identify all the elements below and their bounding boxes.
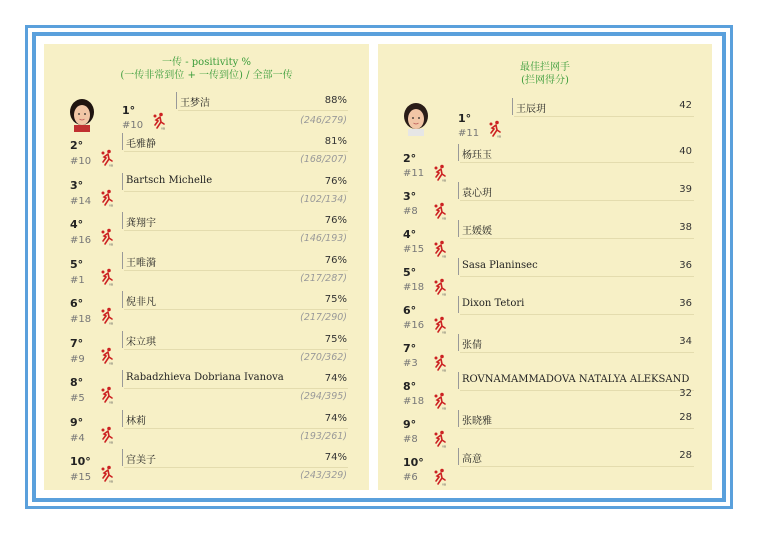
- player-name: 张倩: [462, 340, 482, 351]
- list-item: [378, 262, 712, 300]
- svg-text:VB: VB: [109, 203, 114, 207]
- row-separator: [124, 230, 348, 231]
- rank-label: 6°: [70, 297, 84, 310]
- list-item: [378, 148, 712, 186]
- player-name: 杨珏玉: [462, 150, 492, 161]
- player-name: 张晓雅: [462, 416, 492, 427]
- player-avatar-icon: [402, 102, 430, 136]
- reception-ratio: (146/193): [300, 233, 347, 244]
- jersey-number: #10: [122, 120, 144, 131]
- svg-text:VB: VB: [161, 126, 166, 130]
- positivity-percent: 75%: [324, 294, 347, 305]
- row-separator: [460, 162, 694, 163]
- reception-ratio: (193/261): [300, 430, 347, 442]
- positivity-percent: 74%: [324, 412, 347, 424]
- row-separator: [124, 428, 348, 429]
- jersey-number: #11: [458, 128, 480, 139]
- rank-label: 9°: [403, 418, 417, 431]
- rank-label: 1°: [458, 112, 472, 125]
- svg-text:VB: VB: [109, 321, 114, 325]
- reception-ratio: (168/207): [300, 154, 347, 165]
- block-points: 28: [679, 450, 692, 461]
- svg-text:VB: VB: [109, 479, 114, 483]
- jersey-number: #11: [403, 168, 425, 179]
- volleyball-player-logo-icon: [100, 189, 114, 207]
- block-points: 40: [679, 146, 692, 157]
- positivity-percent: 75%: [324, 333, 347, 345]
- volleyball-player-logo-icon: [433, 316, 447, 334]
- row-separator: [124, 270, 348, 271]
- volleyball-player-logo-icon: [433, 278, 447, 296]
- positivity-percent: 76%: [324, 254, 347, 266]
- list-item: [44, 253, 369, 291]
- reception-ratio: (102/134): [300, 193, 347, 205]
- player-name: Bartsch Michelle: [126, 174, 213, 186]
- jersey-number: #15: [70, 472, 92, 483]
- block-points: 34: [679, 336, 692, 347]
- list-item: [44, 411, 369, 449]
- list-item: [44, 174, 369, 212]
- svg-text:VB: VB: [497, 134, 502, 138]
- volleyball-player-logo-icon: [100, 228, 114, 246]
- volleyball-player-logo-icon: [433, 354, 447, 372]
- jersey-number: #18: [403, 282, 425, 293]
- positivity-percent: 74%: [324, 452, 347, 463]
- row-separator: [460, 352, 694, 353]
- list-item: [378, 100, 712, 138]
- player-name: 高意: [462, 454, 482, 465]
- left-panel-title: 一传 - positivity %: [162, 57, 251, 68]
- right-panel-title: 最佳拦网手: [520, 62, 570, 73]
- player-name: 袁心玥: [462, 188, 492, 199]
- row-separator: [514, 116, 694, 117]
- jersey-number: #16: [70, 235, 92, 246]
- svg-text:VB: VB: [109, 242, 114, 246]
- reception-ratio: (217/290): [300, 312, 347, 323]
- player-name: 王辰玥: [516, 104, 546, 115]
- rank-label: 10°: [403, 456, 424, 469]
- list-item: [44, 213, 369, 251]
- volleyball-player-logo-icon: [100, 386, 114, 404]
- rank-label: 9°: [70, 415, 84, 429]
- jersey-number: #1: [70, 274, 85, 286]
- volleyball-player-logo-icon: [100, 268, 114, 286]
- jersey-number: #15: [403, 244, 425, 255]
- volleyball-player-logo-icon: [100, 347, 114, 365]
- row-separator: [460, 428, 694, 429]
- player-name: 王梦洁: [180, 98, 210, 109]
- volleyball-player-logo-icon: [433, 468, 447, 486]
- positivity-percent: 74%: [324, 373, 347, 384]
- list-item: [44, 450, 369, 488]
- rank-label: 8°: [70, 376, 84, 389]
- svg-text:VB: VB: [442, 368, 447, 372]
- list-item: [378, 414, 712, 452]
- row-separator: [460, 466, 694, 467]
- jersey-number: #14: [70, 195, 92, 207]
- volleyball-player-logo-icon: [100, 426, 114, 444]
- jersey-number: #9: [70, 353, 85, 365]
- player-name: 宫美子: [126, 455, 156, 466]
- svg-text:VB: VB: [109, 282, 114, 286]
- block-points: 36: [679, 298, 692, 309]
- block-points: 42: [679, 100, 692, 111]
- volleyball-player-logo-icon: [433, 164, 447, 182]
- list-item: [44, 292, 369, 330]
- volleyball-player-logo-icon: [433, 392, 447, 410]
- svg-text:VB: VB: [442, 482, 447, 486]
- list-item: [378, 452, 712, 490]
- svg-text:VB: VB: [109, 440, 114, 444]
- rank-label: 3°: [70, 178, 84, 192]
- list-item: [44, 371, 369, 409]
- rank-label: 8°: [403, 380, 417, 393]
- rank-label: 2°: [403, 152, 417, 165]
- reception-ratio: (243/329): [300, 470, 347, 481]
- svg-text:VB: VB: [442, 292, 447, 296]
- player-name: Sasa Planinsec: [462, 260, 538, 271]
- positivity-percent: 81%: [324, 136, 347, 147]
- svg-text:VB: VB: [442, 444, 447, 448]
- player-name: Rabadzhieva Dobriana Ivanova: [126, 372, 284, 383]
- player-name: 王媛媛: [462, 226, 492, 237]
- block-points: 36: [679, 260, 692, 271]
- svg-text:VB: VB: [442, 254, 447, 258]
- right-panel-subtitle: (拦网得分): [521, 75, 569, 86]
- row-separator: [124, 467, 348, 468]
- svg-text:VB: VB: [109, 163, 114, 167]
- rank-label: 1°: [122, 104, 136, 117]
- row-separator: [124, 309, 348, 310]
- rank-label: 7°: [403, 342, 417, 355]
- list-item: [378, 224, 712, 262]
- rank-label: 10°: [70, 455, 91, 468]
- row-separator: [124, 388, 348, 389]
- jersey-number: #4: [70, 432, 85, 444]
- row-separator: [460, 314, 694, 315]
- jersey-number: #16: [403, 320, 425, 331]
- row-separator: [124, 151, 348, 152]
- svg-text:VB: VB: [442, 178, 447, 182]
- block-ranking-panel: [378, 44, 712, 490]
- row-separator: [460, 200, 694, 201]
- block-points: 38: [679, 222, 692, 233]
- volleyball-player-logo-icon: [152, 112, 166, 130]
- list-item: [378, 376, 712, 414]
- rank-label: 5°: [403, 266, 417, 279]
- positivity-percent: 76%: [324, 175, 347, 187]
- volleyball-player-logo-icon: [100, 307, 114, 325]
- jersey-number: #6: [403, 472, 418, 483]
- jersey-number: #5: [70, 393, 85, 404]
- svg-text:VB: VB: [442, 406, 447, 410]
- svg-text:VB: VB: [109, 361, 114, 365]
- left-panel-subtitle: (一传非常到位 + 一传到位) / 全部一传: [120, 70, 293, 81]
- volleyball-player-logo-icon: [488, 120, 502, 138]
- rank-label: 7°: [70, 336, 84, 350]
- block-points: 28: [679, 412, 692, 423]
- row-separator: [460, 390, 694, 391]
- player-name: 林莉: [126, 415, 146, 427]
- rank-label: 4°: [70, 218, 84, 231]
- volleyball-player-logo-icon: [433, 430, 447, 448]
- volleyball-player-logo-icon: [433, 202, 447, 220]
- jersey-number: #8: [403, 206, 418, 217]
- list-item: [44, 134, 369, 172]
- player-avatar-icon: [68, 98, 96, 132]
- reception-ratio: (217/287): [300, 272, 347, 284]
- list-item: [378, 300, 712, 338]
- jersey-number: #8: [403, 434, 418, 445]
- player-name: 龚翔宇: [126, 218, 156, 229]
- list-item: [44, 332, 369, 370]
- player-name: 宋立琪: [126, 336, 156, 348]
- svg-text:VB: VB: [442, 216, 447, 220]
- svg-text:VB: VB: [442, 330, 447, 334]
- row-separator: [124, 349, 348, 350]
- list-item: [44, 96, 369, 134]
- row-separator: [178, 110, 348, 111]
- row-separator: [460, 238, 694, 239]
- positivity-percent: 76%: [324, 215, 347, 226]
- block-points: 32: [679, 388, 692, 399]
- list-item: [378, 338, 712, 376]
- rank-label: 6°: [403, 304, 417, 317]
- jersey-number: #3: [403, 358, 418, 369]
- rank-label: 5°: [70, 257, 84, 271]
- player-name: 王唯漪: [126, 257, 156, 269]
- svg-text:VB: VB: [109, 400, 114, 404]
- jersey-number: #18: [403, 396, 425, 407]
- reception-ratio: (294/395): [300, 391, 347, 402]
- row-separator: [124, 191, 348, 192]
- rank-label: 4°: [403, 228, 417, 241]
- player-name: 毛雅静: [126, 139, 156, 150]
- reception-ranking-panel: [44, 44, 369, 490]
- jersey-number: #10: [70, 156, 92, 167]
- volleyball-player-logo-icon: [433, 240, 447, 258]
- row-separator: [460, 276, 694, 277]
- player-name: 倪非凡: [126, 297, 156, 308]
- rank-label: 3°: [403, 190, 417, 203]
- jersey-number: #18: [70, 314, 92, 325]
- reception-ratio: (246/279): [300, 115, 347, 126]
- rank-label: 2°: [70, 139, 84, 152]
- positivity-percent: 88%: [324, 95, 347, 106]
- player-name: Dixon Tetori: [462, 298, 525, 309]
- block-points: 39: [679, 184, 692, 195]
- player-name: ROVNAMAMMADOVA NATALYA ALEKSAND: [462, 374, 690, 385]
- list-item: [378, 186, 712, 224]
- volleyball-player-logo-icon: [100, 465, 114, 483]
- volleyball-player-logo-icon: [100, 149, 114, 167]
- reception-ratio: (270/362): [300, 351, 347, 363]
